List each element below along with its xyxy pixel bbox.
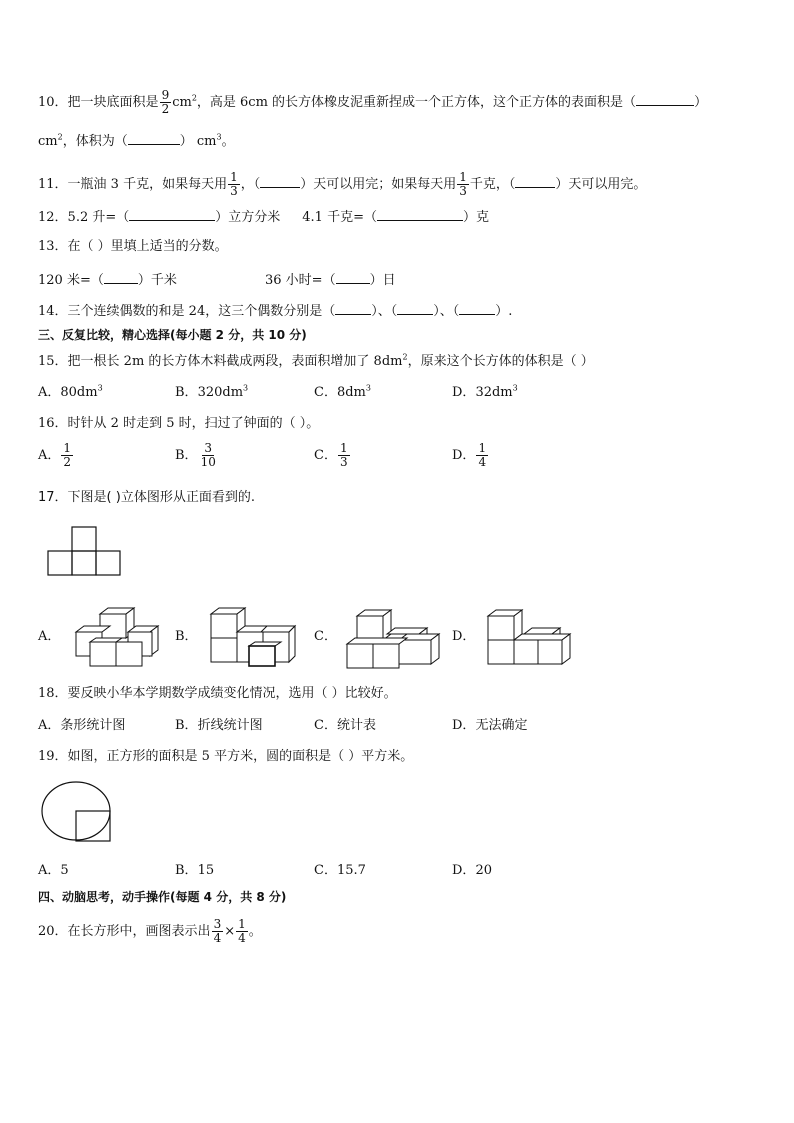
question-17: 17．下图是( )立体图形从正面看到的.: [38, 490, 255, 505]
fraction-9-2: $\frac{9}{2}$: [161, 88, 170, 116]
question-13-part-a: 120 米=（ ）千米: [38, 270, 177, 290]
cube-figure-d[interactable]: [484, 606, 576, 670]
question-19: 19．如图，正方形的面积是 5 平方米，圆的面积是（ ）平方米。: [38, 749, 414, 764]
answer-blank[interactable]: [129, 207, 215, 221]
option-d[interactable]: D．: [452, 629, 476, 644]
question-20: 20．在长方形中，画图表示出 $\frac{3}{4}$ × $\frac{1}{4}$ 。: [38, 917, 262, 945]
option-b[interactable]: B．折线统计图: [175, 718, 263, 733]
option-b[interactable]: B．: [175, 629, 198, 644]
option-d[interactable]: D．无法确定: [452, 718, 528, 733]
question-14: 14．三个连续偶数的和是 24，这三个偶数分别是（ ）、（ ）、（ ）.: [38, 301, 512, 321]
option-a[interactable]: A．条形统计图: [38, 718, 126, 733]
front-view-figure: [47, 526, 123, 578]
option-c[interactable]: C．15.7: [314, 863, 366, 878]
question-16: 16．时针从 2 时走到 5 时，扫过了钟面的（ ）。: [38, 416, 320, 431]
fraction-1-3: $\frac{1}{3}$: [230, 170, 238, 198]
option-d[interactable]: D．20: [452, 863, 492, 878]
option-b[interactable]: B． $\frac{3}{10}$: [175, 441, 216, 469]
fraction-1-4: $\frac{1}{4}$: [238, 917, 246, 945]
answer-blank[interactable]: [636, 92, 694, 106]
answer-blank[interactable]: [128, 131, 180, 145]
option-d[interactable]: D． $\frac{1}{4}$: [452, 441, 487, 469]
question-13: 13．在（ ）里填上适当的分数。: [38, 239, 228, 254]
option-b[interactable]: B．15: [175, 863, 215, 878]
answer-blank[interactable]: [335, 301, 371, 315]
option-b[interactable]: B．$320dm^3$: [175, 383, 249, 400]
circle-square-figure: [40, 780, 114, 844]
option-c[interactable]: C．$8dm^3$: [314, 383, 371, 400]
section-3-heading: 三、反复比较，精心选择(每小题 2 分，共 10 分): [38, 328, 307, 342]
cube-figure-a[interactable]: [70, 606, 162, 668]
fraction-3-4: $\frac{3}{4}$: [213, 917, 222, 945]
question-11: 11．一瓶油 3 千克，如果每天用 $\frac{1}{3}$ ，（ ）天可以用完；如果每天用 $\frac{1}{3}$ 千克，（ ）天可以用完。: [38, 170, 647, 198]
option-d[interactable]: D．$32dm^3$: [452, 383, 518, 400]
option-c[interactable]: C． $\frac{1}{3}$: [314, 441, 348, 469]
answer-blank[interactable]: [260, 174, 300, 188]
option-a[interactable]: A．$80dm^3$: [38, 383, 103, 400]
option-a[interactable]: A． $\frac{1}{2}$: [38, 441, 72, 469]
answer-blank[interactable]: [104, 270, 138, 284]
answer-blank[interactable]: [459, 301, 495, 315]
answer-blank[interactable]: [515, 174, 555, 188]
answer-blank[interactable]: [377, 207, 463, 221]
answer-blank[interactable]: [397, 301, 433, 315]
option-c[interactable]: C．: [314, 629, 337, 644]
fraction-1-3: $\frac{1}{3}$: [459, 170, 467, 198]
question-10-line2: $cm^2$，体积为（ ） $cm^3$。: [38, 132, 235, 149]
option-c[interactable]: C．统计表: [314, 718, 376, 733]
answer-blank[interactable]: [336, 270, 370, 284]
question-13-part-b: 36 小时=（ ）日: [265, 270, 396, 290]
option-a[interactable]: A．5: [38, 863, 69, 878]
cube-figure-b[interactable]: [207, 606, 299, 668]
question-10-line1: 10．把一块底面积是 $\frac{9}{2}$ $cm^2$，高是 6cm 的长方体橡皮泥重新捏成一个正方体，这个正方体的表面积是（ ）: [38, 88, 708, 116]
section-4-heading: 四、动脑思考，动手操作(每题 4 分，共 8 分): [38, 890, 287, 904]
question-15: 15．把一根长 2m 的长方体木料截成两段，表面积增加了 $8dm^2$，原来这个长方体的体积是（ ）: [38, 352, 594, 369]
question-12: 12．5.2 升=（ ）立方分米 4.1 千克=（ ）克: [38, 207, 489, 227]
cube-figure-c[interactable]: [343, 606, 443, 670]
question-18: 18．要反映小华本学期数学成绩变化情况，选用（ ）比较好。: [38, 686, 397, 701]
option-a[interactable]: A．: [38, 629, 61, 644]
